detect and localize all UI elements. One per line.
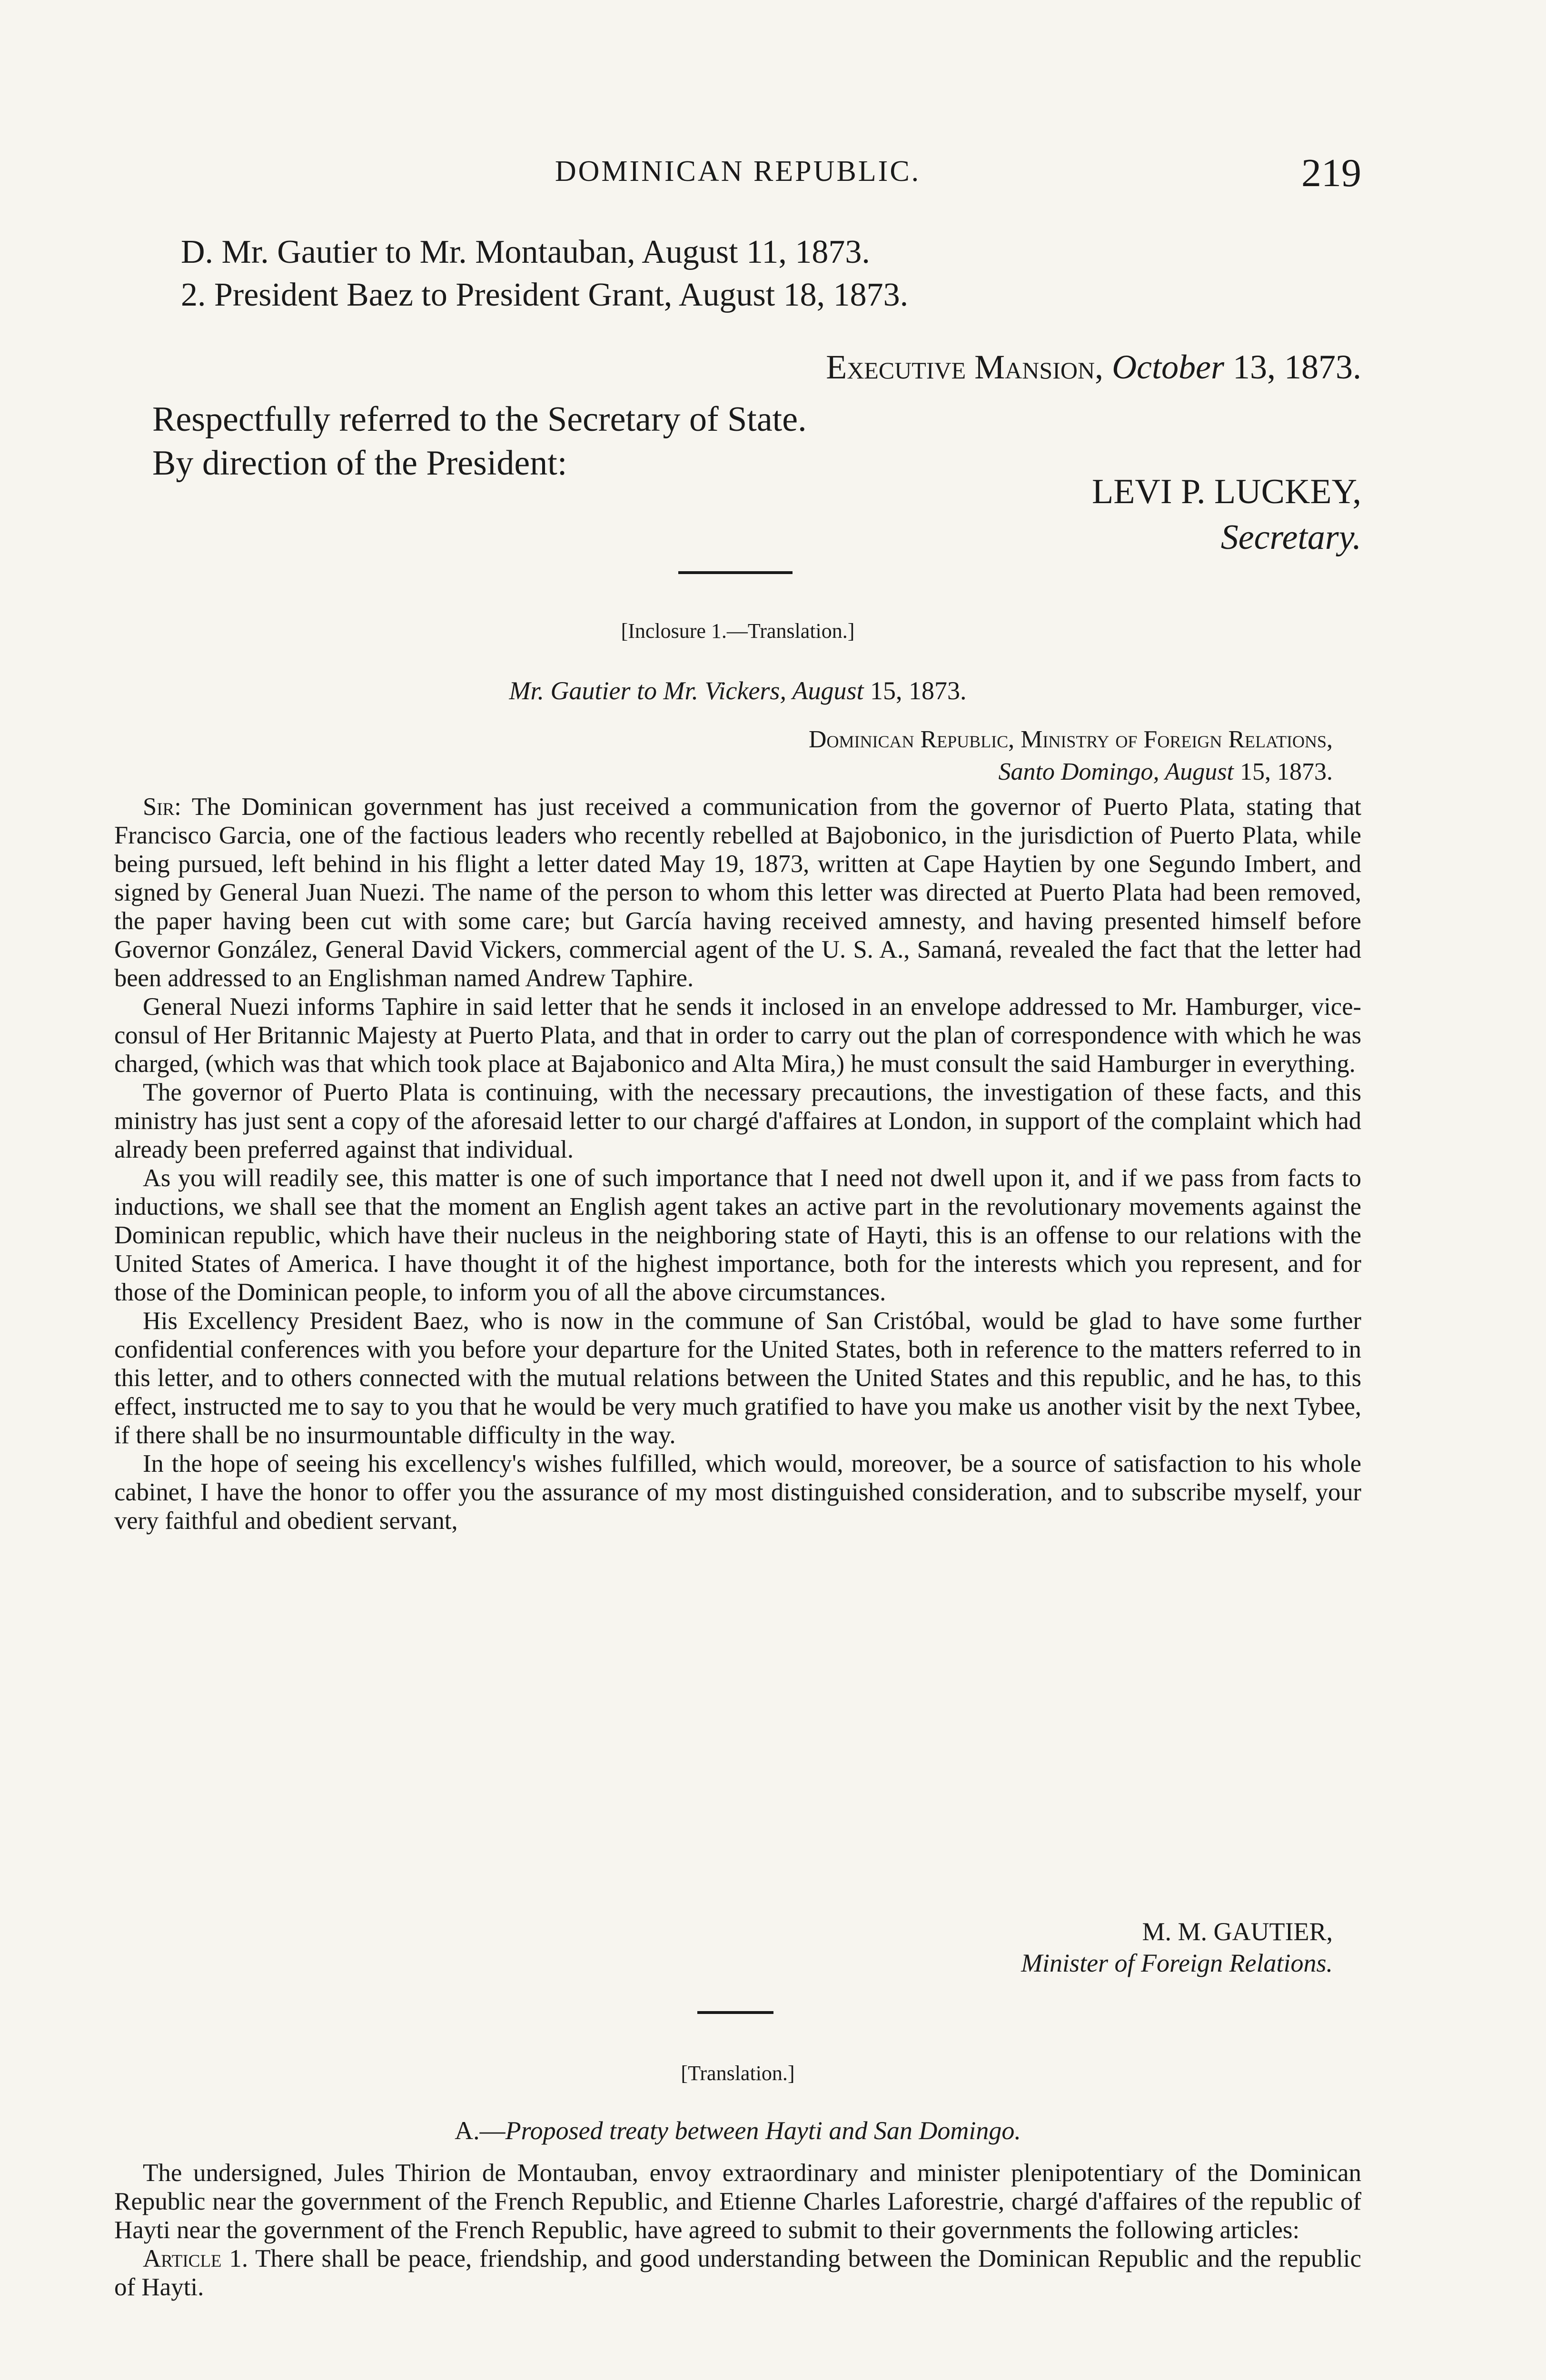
referral-signer: LEVI P. LUCKEY, [1092,472,1361,511]
article-label: Article 1. [143,2245,248,2272]
letter-dateline [809,724,1333,788]
dateline-place: Santo Domingo, August [998,758,1234,785]
contents-list [181,231,908,317]
letter-paragraph: Sir: The Dominican government has just received a communication from the governor of Puerto Plata, stating that Francisco Garcia, one of the factious leaders who recently rebelled at Bajobonico, in the jurisdiction of Puerto Plata, while being pursued, left behind in his flight a letter dated May 19, 1873, written at Cape Haytien by one Segundo Imbert, and signed by General Juan Nuezi. The name of the person to whom this letter was directed at Puerto Plata had been removed, the paper having been cut with some care; but García having received amnesty, and having presented himself before Governor González, General David Vickers, commercial agent of the U. S. A., Samaná, revealed the fact that the letter had been addressed to an Englishman named Andrew Taphire. [114,793,1361,992]
letter-signer-title: Minister of Foreign Relations. [1021,1949,1333,1977]
document-page [114,0,1361,2380]
treaty-heading-title: Proposed treaty between Hayti and San Domingo. [505,2116,1021,2145]
referral-line: By direction of the President: [152,444,567,483]
letter-signer: M. M. GAUTIER, [1142,1917,1333,1946]
treaty-article: Article 1. There shall be peace, friendship, and good understanding between the Dominican Republic and the republic of Hayti. [114,2245,1362,2301]
running-head [114,150,1361,193]
contents-item: 2. President Baez to President Grant, August 18, 1873. [181,277,909,313]
running-title: DOMINICAN REPUBLIC. [555,155,921,188]
letter-paragraph: General Nuezi informs Taphire in said letter that he sends it inclosed in an envelope addressed to Mr. Hamburger, vice-consul of Her Britannic Majesty at Puerto Plata, and that in order to carry out the plan of correspondence with which he was charged, (which was that which took place at Bajabonico and Alta Mira,) he must consult the said Hamburger in everything. [114,993,1361,1078]
letter-heading-date: 15, 1873. [870,676,967,705]
page-number: 219 [1301,151,1361,195]
mansion-date-month: October [1112,348,1224,386]
referral-signature [1092,469,1361,560]
letter-paragraph: In the hope of seeing his excellency's wishes fulfilled, which would, moreover, be a source of satisfaction to his whole cabinet, I have the honor to offer you the assurance of my most distinguished consideration, and to subscribe myself, your very faithful and obedient servant, [114,1450,1361,1535]
treaty-paragraph: The undersigned, Jules Thirion de Montauban, envoy extraordinary and minister plenipotentiary of the Dominican Republic near the government of the French Republic, and Etienne Charles Laforestrie, chargé d'affaires of the republic of Hayti near the government of the French Republic, have agreed to submit to their governments the following articles: [114,2159,1361,2244]
letter-signature [1021,1916,1333,1979]
section-divider [697,2011,773,2014]
treaty-heading [114,2116,1361,2145]
mansion-place: Executive Mansion, [826,348,1104,386]
referral-signer-title: Secretary. [1220,518,1361,557]
translation-heading: [Translation.] [681,2062,795,2085]
contents-item: D. Mr. Gautier to Mr. Montauban, August 11, 1873. [181,234,870,270]
referral-note [152,397,807,485]
letter-paragraph: His Excellency President Baez, who is now in the commune of San Cristóbal, would be glad to have some further confidential conferences with you before your departure for the United States, both in reference to the matters referred to in this letter, and to others connected with the mutual relations between the United States and this republic, and he has, to this effect, instructed me to say to you that he would be very much gratified to have you make us another visit by the next Tybee, if there shall be no insurmountable difficulty in the way. [114,1307,1361,1449]
referral-line: Respectfully referred to the Secretary of State. [152,400,807,439]
letter-heading [114,676,1361,705]
letter-paragraph: As you will readily see, this matter is one of such importance that I need not dwell upon it, and if we pass from facts to inductions, we shall see that the moment an English agent takes an active part in the revolutionary movements against the Dominican republic, which have their nucleus in the neighboring state of Hayti, this is an offense to our relations with the United States of America. I have thought it of the highest importance, both for the interests which you represent, and for those of the Dominican people, to inform you of all the above circumstances. [114,1164,1361,1306]
letter-heading-italic: Mr. Gautier to Mr. Vickers, August [509,676,864,705]
salutation: Sir: [143,793,181,821]
letter-paragraph: The governor of Puerto Plata is continuing, with the necessary precautions, the investigation of these facts, and this ministry has just sent a copy of the aforesaid letter to our chargé d'affaires at London, in support of the complaint which had already been preferred against that individual. [114,1079,1361,1163]
section-divider [678,571,793,574]
executive-mansion-dateline [826,347,1361,387]
inclosure-heading: [Inclosure 1.—Translation.] [621,619,855,643]
dateline-ministry: Dominican Republic, Ministry of Foreign Relations, [808,726,1333,753]
letter-body [114,793,1361,1535]
dateline-date: 15, 1873. [1240,758,1333,785]
treaty-body [114,2159,1361,2301]
treaty-heading-prefix: A.— [455,2116,505,2145]
mansion-date-rest: 13, 1873. [1233,348,1361,386]
